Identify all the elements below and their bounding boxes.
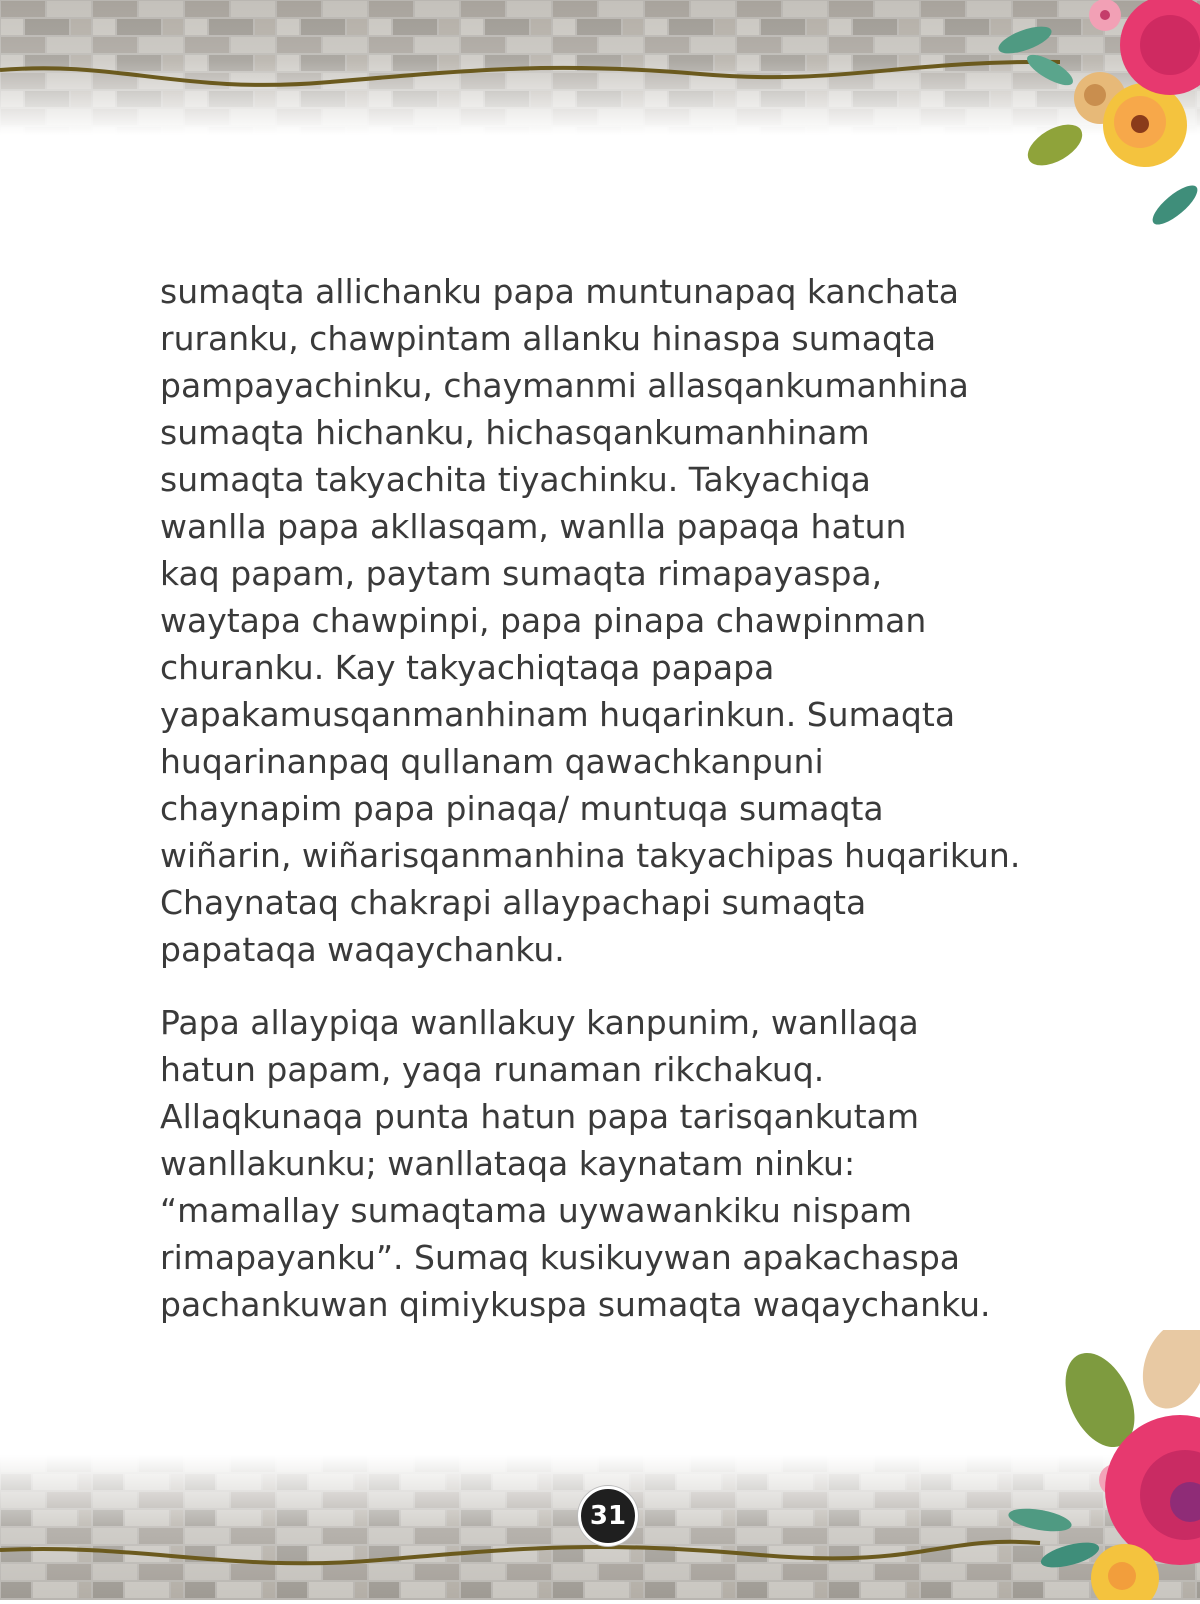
text-line: sumaqta takyachita tiyachinku. Takyachiqa <box>160 460 871 499</box>
story-text <box>160 268 1060 1328</box>
bottom-right-flower-decoration <box>950 1330 1200 1600</box>
text-line: huqarinanpaq qullanam qawachkanpuni <box>160 742 824 781</box>
text-line: ruranku, chawpintam allanku hinaspa sumaqta <box>160 319 937 358</box>
text-line: sumaqta hichanku, hichasqankumanhinam <box>160 413 870 452</box>
text-line: Chaynataq chakrapi allaypachapi sumaqta <box>160 883 867 922</box>
text-line: pachankuwan qimiykuspa sumaqta waqaychanku. <box>160 1285 991 1324</box>
paragraph-1 <box>160 268 1060 973</box>
text-line: Allaqkunaqa punta hatun papa tarisqankutam <box>160 1097 920 1136</box>
text-line: wanllakunku; wanllataqa kaynatam ninku: <box>160 1144 856 1183</box>
text-line: “mamallay sumaqtama uywawankiku nispam <box>160 1191 913 1230</box>
text-line: rimapayanku”. Sumaq kusikuywan apakachaspa <box>160 1238 961 1277</box>
text-line: pampayachinku, chaymanmi allasqankumanhina <box>160 366 969 405</box>
text-line: churanku. Kay takyachiqtaqa papapa <box>160 648 775 687</box>
text-line: wiñarin, wiñarisqanmanhina takyachipas huqarikun. <box>160 836 1021 875</box>
text-line: papataqa waqaychanku. <box>160 930 565 969</box>
text-line: sumaqta allichanku papa muntunapaq kanchata <box>160 272 960 311</box>
text-line: hatun papam, yaqa runaman rikchakuq. <box>160 1050 825 1089</box>
top-right-flower-decoration <box>980 0 1200 250</box>
text-line: chaynapim papa pinaqa/ muntuqa sumaqta <box>160 789 884 828</box>
page-number-badge: 31 <box>578 1486 638 1546</box>
text-line: yapakamusqanmanhinam huqarinkun. Sumaqta <box>160 695 956 734</box>
text-line: waytapa chawpinpi, papa pinapa chawpinman <box>160 601 927 640</box>
text-line: wanlla papa akllasqam, wanlla papaqa hatun <box>160 507 907 546</box>
paragraph-2 <box>160 999 1060 1328</box>
text-line: Papa allaypiqa wanllakuy kanpunim, wanllaqa <box>160 1003 919 1042</box>
text-line: kaq papam, paytam sumaqta rimapayaspa, <box>160 554 883 593</box>
